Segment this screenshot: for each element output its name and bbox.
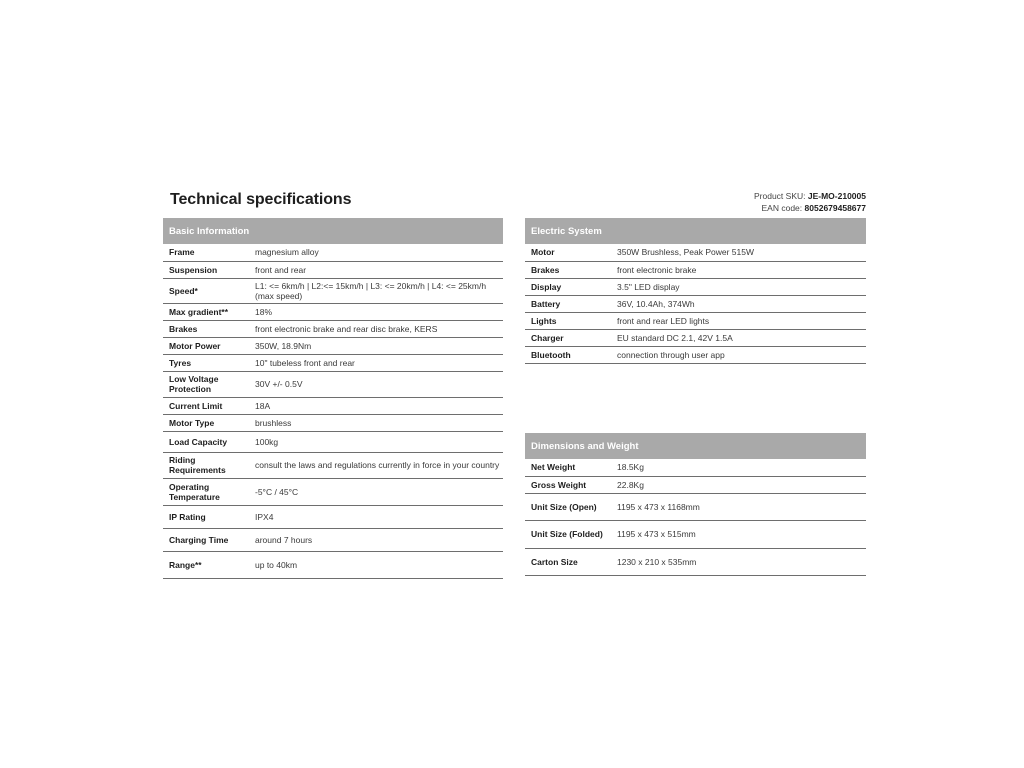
dimensions-weight-heading: Dimensions and Weight bbox=[525, 433, 866, 459]
table-row bbox=[525, 312, 866, 329]
spec-value: up to 40km bbox=[249, 551, 503, 578]
electric-system-heading: Electric System bbox=[525, 218, 866, 244]
spec-value: 30V +/- 0.5V bbox=[249, 371, 503, 397]
spec-key: Display bbox=[525, 278, 611, 295]
table-row bbox=[163, 414, 503, 431]
sku-value: JE-MO-210005 bbox=[807, 191, 866, 201]
spec-value: 1195 x 473 x 515mm bbox=[611, 520, 866, 548]
table-row bbox=[163, 371, 503, 397]
table-row bbox=[525, 493, 866, 520]
table-row bbox=[163, 551, 503, 578]
spec-value: 3.5" LED display bbox=[611, 278, 866, 295]
spec-value: 22.8Kg bbox=[611, 476, 866, 493]
spec-key: Motor Power bbox=[163, 337, 249, 354]
spec-key: Charging Time bbox=[163, 528, 249, 551]
table-row bbox=[525, 476, 866, 493]
spec-key: Unit Size (Open) bbox=[525, 493, 611, 520]
ean-label: EAN code: bbox=[761, 203, 803, 213]
spec-value: 36V, 10.4Ah, 374Wh bbox=[611, 295, 866, 312]
spec-key: Frame bbox=[163, 244, 249, 261]
spec-key: Suspension bbox=[163, 261, 249, 278]
spec-key: Low Voltage Protection bbox=[163, 371, 249, 397]
spec-key: Speed* bbox=[163, 278, 249, 303]
table-row bbox=[525, 329, 866, 346]
spec-key: IP Rating bbox=[163, 505, 249, 528]
spec-value: L1: <= 6km/h | L2:<= 15km/h | L3: <= 20km/h | L4: <= 25km/h (max speed) bbox=[249, 278, 503, 303]
dimensions-weight-table bbox=[525, 433, 866, 576]
table-row bbox=[163, 397, 503, 414]
table-header-row bbox=[525, 218, 866, 244]
spec-value: around 7 hours bbox=[249, 528, 503, 551]
spec-key: Bluetooth bbox=[525, 346, 611, 363]
spec-value: 350W, 18.9Nm bbox=[249, 337, 503, 354]
spec-key: Unit Size (Folded) bbox=[525, 520, 611, 548]
spec-key: Motor bbox=[525, 244, 611, 261]
table-row bbox=[163, 320, 503, 337]
table-header-row bbox=[525, 433, 866, 459]
spec-value: consult the laws and regulations currently in force in your country bbox=[249, 452, 503, 478]
basic-information-heading: Basic Information bbox=[163, 218, 503, 244]
spec-value: 1230 x 210 x 535mm bbox=[611, 548, 866, 575]
spec-key: Tyres bbox=[163, 354, 249, 371]
spec-key: Current Limit bbox=[163, 397, 249, 414]
spec-key: Max gradient** bbox=[163, 303, 249, 320]
table-row bbox=[525, 520, 866, 548]
spec-value: front and rear LED lights bbox=[611, 312, 866, 329]
table-row bbox=[525, 459, 866, 476]
table-row bbox=[163, 303, 503, 320]
table-row bbox=[525, 295, 866, 312]
spec-value: front and rear bbox=[249, 261, 503, 278]
spec-value: 18.5Kg bbox=[611, 459, 866, 476]
table-row bbox=[525, 244, 866, 261]
table-row bbox=[525, 278, 866, 295]
spec-value: magnesium alloy bbox=[249, 244, 503, 261]
spec-key: Net Weight bbox=[525, 459, 611, 476]
spec-value: front electronic brake and rear disc brake, KERS bbox=[249, 320, 503, 337]
table-row bbox=[163, 478, 503, 505]
spec-value: IPX4 bbox=[249, 505, 503, 528]
basic-information-table bbox=[163, 218, 503, 579]
ean-line bbox=[754, 202, 866, 214]
spec-key: Brakes bbox=[163, 320, 249, 337]
spec-key: Gross Weight bbox=[525, 476, 611, 493]
sku-line bbox=[754, 190, 866, 202]
spec-key: Range** bbox=[163, 551, 249, 578]
table-row bbox=[163, 354, 503, 371]
spec-value: 1195 x 473 x 1168mm bbox=[611, 493, 866, 520]
spec-key: Carton Size bbox=[525, 548, 611, 575]
spec-key: Lights bbox=[525, 312, 611, 329]
table-row bbox=[163, 528, 503, 551]
page-title: Technical specifications bbox=[170, 191, 352, 208]
spec-value: 100kg bbox=[249, 431, 503, 452]
table-row bbox=[163, 452, 503, 478]
electric-system-table bbox=[525, 218, 866, 364]
spec-value: connection through user app bbox=[611, 346, 866, 363]
table-row bbox=[525, 261, 866, 278]
spec-key: Operating Temperature bbox=[163, 478, 249, 505]
spec-value: 18% bbox=[249, 303, 503, 320]
table-row bbox=[163, 431, 503, 452]
spec-value: brushless bbox=[249, 414, 503, 431]
spec-key: Brakes bbox=[525, 261, 611, 278]
spec-key: Riding Requirements bbox=[163, 452, 249, 478]
sku-label: Product SKU: bbox=[754, 191, 806, 201]
spec-key: Load Capacity bbox=[163, 431, 249, 452]
spec-value: -5°C / 45°C bbox=[249, 478, 503, 505]
table-row bbox=[525, 346, 866, 363]
table-row bbox=[163, 505, 503, 528]
product-info bbox=[754, 190, 866, 214]
table-row bbox=[163, 261, 503, 278]
spec-key: Charger bbox=[525, 329, 611, 346]
table-header-row bbox=[163, 218, 503, 244]
spec-key: Battery bbox=[525, 295, 611, 312]
spec-value: 350W Brushless, Peak Power 515W bbox=[611, 244, 866, 261]
spec-value: 18A bbox=[249, 397, 503, 414]
ean-value: 8052679458677 bbox=[804, 203, 866, 213]
table-row bbox=[163, 278, 503, 303]
spec-value: EU standard DC 2.1, 42V 1.5A bbox=[611, 329, 866, 346]
table-row bbox=[163, 244, 503, 261]
table-row bbox=[163, 337, 503, 354]
spec-key: Motor Type bbox=[163, 414, 249, 431]
spec-value: front electronic brake bbox=[611, 261, 866, 278]
spec-value: 10" tubeless front and rear bbox=[249, 354, 503, 371]
table-row bbox=[525, 548, 866, 575]
